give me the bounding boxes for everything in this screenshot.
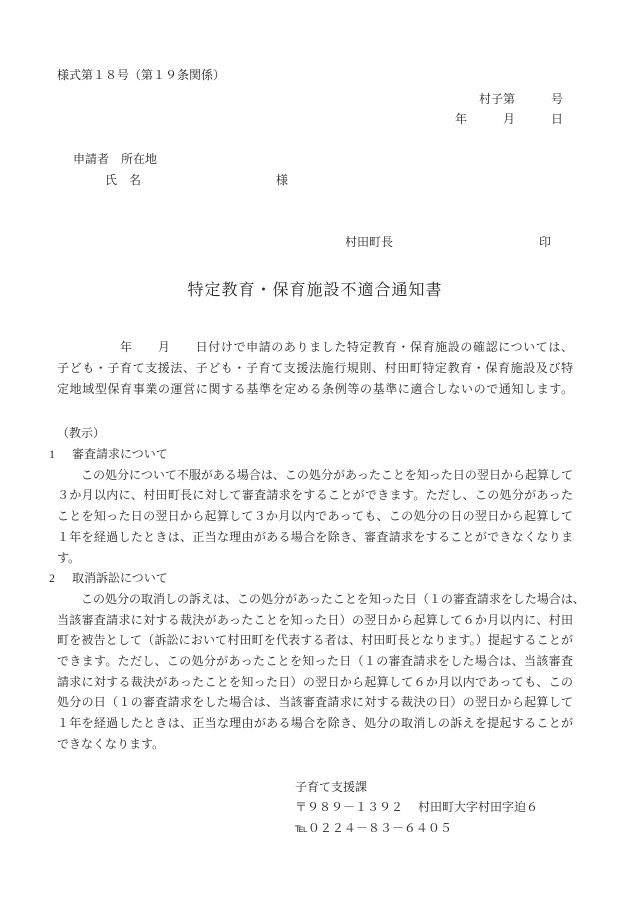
text-line: 当該審査請求に対する裁決があったことを知った日）の翌日から起算して６か月以内に、村田 xyxy=(57,612,573,627)
issuer-row xyxy=(57,232,573,253)
section-body xyxy=(57,589,585,755)
text-line: 年 月 日付けで申請のありました特定教育・保育施設の確認については、 xyxy=(57,340,573,355)
contact-block xyxy=(295,777,573,839)
appeal-section xyxy=(49,444,573,568)
section-body xyxy=(57,465,573,569)
lawsuit-section xyxy=(49,568,585,754)
text-line: この処分について不服がある場合は、この処分があったことを知った日の翌日から起算して xyxy=(57,467,573,482)
notice-heading: （教示） xyxy=(57,426,106,441)
text-line: ３か月以内に、村田町長に対して審査請求をすることができます。ただし、この処分があった xyxy=(57,488,573,503)
text-line: できなくなります。 xyxy=(57,736,165,751)
document-title: 特定教育・保育施設不適合通知書 xyxy=(187,282,443,300)
text-line: この処分の取消しの訴えは、この処分があったことを知った日（１の審査請求をした場合は、 xyxy=(57,591,585,606)
text-line: 町を被告として（訴訟において村田町を代表する者は、村田町長となります。）提起することが xyxy=(57,633,573,648)
applicant-name-label: 氏 名 xyxy=(105,172,142,187)
applicant-name-row xyxy=(105,170,573,191)
text-line: 処分の日（１の審査請求をした場合は、当該審査請求に対する裁決の日）の翌日から起算して xyxy=(57,695,573,710)
applicant-address-row: 申請者 所在地 xyxy=(73,152,158,167)
applicant-honorific: 様 xyxy=(276,172,289,187)
contact-address: 〒９８９－１３９２ 村田町大字村田字迫６ xyxy=(295,800,539,815)
text-line: ことを知った日の翌日から起算して３か月以内であっても、この処分の日の翌日から起算して xyxy=(57,509,573,524)
text-line: １年を経過したときは、正当な理由がある場合を除き、処分の取消しの訴えを提起することが xyxy=(57,716,573,731)
text-line: 請求に対する裁決があったことを知った日）の翌日から起算して６か月以内であっても、この xyxy=(57,674,573,689)
applicant-block xyxy=(57,149,573,190)
section-heading-text: 取消訴訟について xyxy=(72,571,168,586)
text-line: １年を経過したときは、正当な理由がある場合を除き、審査請求をすることができなくなりま xyxy=(57,529,573,544)
section-number: 2 xyxy=(49,571,55,586)
issuer-name: 村田町長 xyxy=(345,234,394,249)
contact-department: 子育て支援課 xyxy=(295,779,368,794)
section-heading-text: 審査請求について xyxy=(72,447,168,462)
text-line: できます。ただし、この処分があったことを知った日（１の審査請求をした場合は、当該審査 xyxy=(57,654,573,669)
text-line: す。 xyxy=(57,550,81,565)
section-number: 1 xyxy=(49,447,55,462)
text-line: 子ども・子育て支援法、子ども・子育て支援法施行規則、村田町特定教育・保育施設及び特 xyxy=(57,360,573,375)
document-number-block xyxy=(57,89,573,130)
seal-mark: 印 xyxy=(538,234,551,249)
section-heading xyxy=(49,568,573,589)
intro-paragraph xyxy=(57,337,573,399)
section-heading xyxy=(49,444,573,465)
contact-tel: ℡０２２４－８３－６４０５ xyxy=(295,820,452,835)
text-line: 定地域型保育事業の運営に関する基準を定める条例等の基準に適合しないので通知します。 xyxy=(57,381,573,396)
form-number: 様式第１８号（第１９条関係） xyxy=(57,68,226,82)
doc-number-line: 村子第 号 xyxy=(478,91,563,106)
date-line: 年 月 日 xyxy=(454,112,563,127)
